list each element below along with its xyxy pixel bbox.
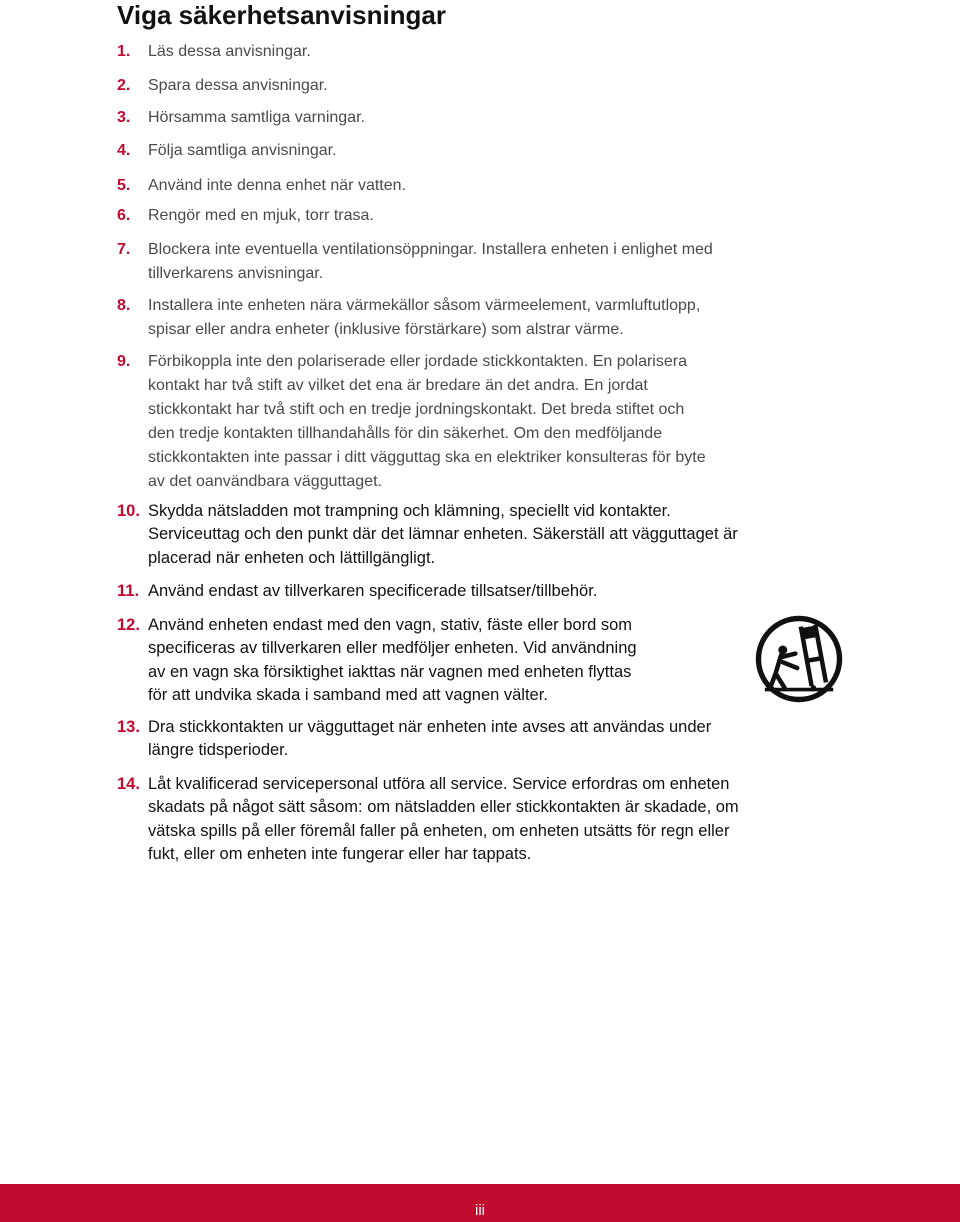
item-text-line: Använd enheten endast med den vagn, stativ, fäste eller bord som — [148, 616, 632, 634]
item-text-line: för att undvika skada i samband med att vagnen välter. — [148, 686, 548, 705]
item-text — [148, 174, 406, 198]
item-text — [148, 716, 711, 763]
item-text-line: stickkontakt har två stift och en tredje jordningskontakt. Det breda stiftet och — [148, 401, 685, 418]
item-text — [148, 204, 374, 228]
page-title: Viga säkerhetsanvisningar — [117, 0, 447, 30]
item-text-line: vätska spills på eller föremål faller på enheten, om enheten utsätts för regn eller — [148, 821, 730, 840]
item-number: 4. — [117, 142, 131, 159]
item-text — [148, 139, 337, 163]
item-number: 12. — [117, 616, 140, 634]
item-text — [148, 350, 706, 494]
item-text — [148, 614, 637, 708]
item-text — [148, 500, 738, 570]
tip-over-cart-warning-icon — [754, 614, 844, 704]
item-text-line: längre tidsperioder. — [148, 741, 289, 760]
item-text-line: Låt kvalificerad servicepersonal utföra all service. Service erfordras om enheten — [148, 775, 730, 793]
item-text — [148, 294, 700, 342]
item-text-line: spisar eller andra enheter (inklusive förstärkare) som alstrar värme. — [148, 321, 624, 338]
item-text-line: Följa samtliga anvisningar. — [148, 142, 337, 159]
item-text-line: av en vagn ska försiktighet iakttas när vagnen med enheten flyttas — [148, 662, 632, 681]
item-number: 13. — [117, 718, 140, 736]
item-text — [148, 580, 597, 603]
item-text-line: specificeras av tillverkaren eller medföljer enheten. Vid användning — [148, 639, 637, 658]
item-text-line: skadats på något sätt såsom: om nätsladden eller stickkontakten är skadade, om — [148, 798, 739, 817]
item-text-line: stickkontakten inte passar i ditt vägguttag ska en elektriker konsulteras för byte — [148, 449, 706, 466]
item-text-line: Serviceuttag och den punkt där det lämnar enheten. Säkerställ att vägguttaget är — [148, 525, 738, 544]
item-text — [148, 773, 739, 867]
item-text-line: Skydda nätsladden mot trampning och klämning, speciellt vid kontakter. — [148, 502, 671, 520]
item-text-line: Installera inte enheten nära värmekällor såsom värmeelement, varmluftutlopp, — [148, 297, 701, 314]
item-text-line: av det oanvändbara vägguttaget. — [148, 473, 382, 490]
item-number: 5. — [117, 177, 131, 194]
item-text-line: Hörsamma samtliga varningar. — [148, 109, 365, 126]
item-text-line: Dra stickkontakten ur vägguttaget när enheten inte avses att användas under — [148, 718, 712, 736]
item-text — [148, 238, 713, 286]
item-text-line: placerad när enheten och lättillgängligt. — [148, 548, 436, 567]
item-text-line: Läs dessa anvisningar. — [148, 43, 311, 60]
page-number: iii — [475, 1202, 485, 1219]
item-number: 14. — [117, 775, 140, 793]
item-number: 11. — [117, 582, 140, 600]
item-text-line: Blockera inte eventuella ventilationsöppningar. Installera enheten i enlighet med — [148, 241, 713, 258]
item-text — [148, 74, 328, 98]
item-number: 10. — [117, 502, 140, 520]
item-number: 3. — [117, 109, 131, 126]
item-text — [148, 40, 311, 64]
item-text — [148, 106, 365, 130]
item-text-line: Spara dessa anvisningar. — [148, 77, 328, 94]
item-number: 1. — [117, 43, 131, 60]
item-text-line: Använd endast av tillverkaren specificerade tillsatser/tillbehör. — [148, 582, 598, 600]
item-text-line: Förbikoppla inte den polariserade eller jordade stickkontakten. En polarisera — [148, 353, 687, 370]
item-text-line: kontakt har två stift av vilket det ena är bredare än det andra. En jordat — [148, 377, 648, 394]
item-number: 6. — [117, 207, 131, 224]
item-number: 7. — [117, 241, 131, 258]
item-number: 8. — [117, 297, 131, 314]
item-text-line: den tredje kontakten tillhandahålls för din säkerhet. Om den medföljande — [148, 425, 663, 442]
item-text-line: tillverkarens anvisningar. — [148, 265, 324, 282]
item-text-line: fukt, eller om enheten inte fungerar eller har tappats. — [148, 845, 532, 864]
item-number: 2. — [117, 77, 131, 94]
item-number: 9. — [117, 353, 131, 370]
item-text-line: Använd inte denna enhet när vatten. — [148, 177, 406, 194]
item-text-line: Rengör med en mjuk, torr trasa. — [148, 207, 374, 224]
